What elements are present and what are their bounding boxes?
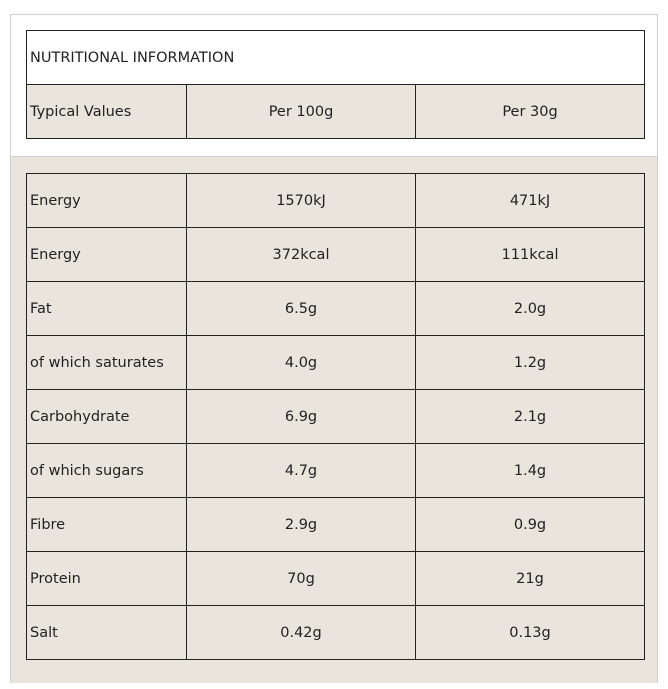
table-row	[27, 174, 645, 228]
row-value-per-30g: 2.1g	[416, 390, 645, 444]
row-value-per-100g: 1570kJ	[187, 174, 416, 228]
nutrition-panel	[10, 14, 658, 683]
row-label: of which sugars	[27, 444, 187, 498]
row-value-per-30g: 1.4g	[416, 444, 645, 498]
row-value-per-100g: 372kcal	[187, 228, 416, 282]
table-row	[27, 390, 645, 444]
row-value-per-100g: 6.5g	[187, 282, 416, 336]
row-value-per-30g: 1.2g	[416, 336, 645, 390]
nutrition-header-table	[26, 30, 645, 139]
row-label: Carbohydrate	[27, 390, 187, 444]
row-label: Fat	[27, 282, 187, 336]
row-label: Salt	[27, 606, 187, 660]
row-value-per-30g: 2.0g	[416, 282, 645, 336]
row-label: Energy	[27, 228, 187, 282]
table-row	[27, 606, 645, 660]
header-per-30g: Per 30g	[416, 85, 645, 139]
row-value-per-30g: 21g	[416, 552, 645, 606]
table-title: NUTRITIONAL INFORMATION	[27, 31, 645, 85]
table-row	[27, 336, 645, 390]
table-row	[27, 552, 645, 606]
row-label: Energy	[27, 174, 187, 228]
row-value-per-30g: 111kcal	[416, 228, 645, 282]
table-row	[27, 228, 645, 282]
header-per-100g: Per 100g	[187, 85, 416, 139]
row-value-per-100g: 0.42g	[187, 606, 416, 660]
row-value-per-30g: 0.9g	[416, 498, 645, 552]
row-label: Protein	[27, 552, 187, 606]
table-row	[27, 498, 645, 552]
row-label: Fibre	[27, 498, 187, 552]
row-value-per-100g: 4.7g	[187, 444, 416, 498]
row-value-per-30g: 471kJ	[416, 174, 645, 228]
row-value-per-100g: 2.9g	[187, 498, 416, 552]
nutrition-values-section	[11, 156, 657, 683]
header-row	[27, 85, 645, 139]
row-value-per-30g: 0.13g	[416, 606, 645, 660]
header-typical-values: Typical Values	[27, 85, 187, 139]
row-value-per-100g: 70g	[187, 552, 416, 606]
table-row	[27, 444, 645, 498]
row-value-per-100g: 4.0g	[187, 336, 416, 390]
nutrition-header-section	[11, 15, 657, 156]
table-row	[27, 282, 645, 336]
row-label: of which saturates	[27, 336, 187, 390]
nutrition-values-table	[26, 173, 645, 660]
row-value-per-100g: 6.9g	[187, 390, 416, 444]
